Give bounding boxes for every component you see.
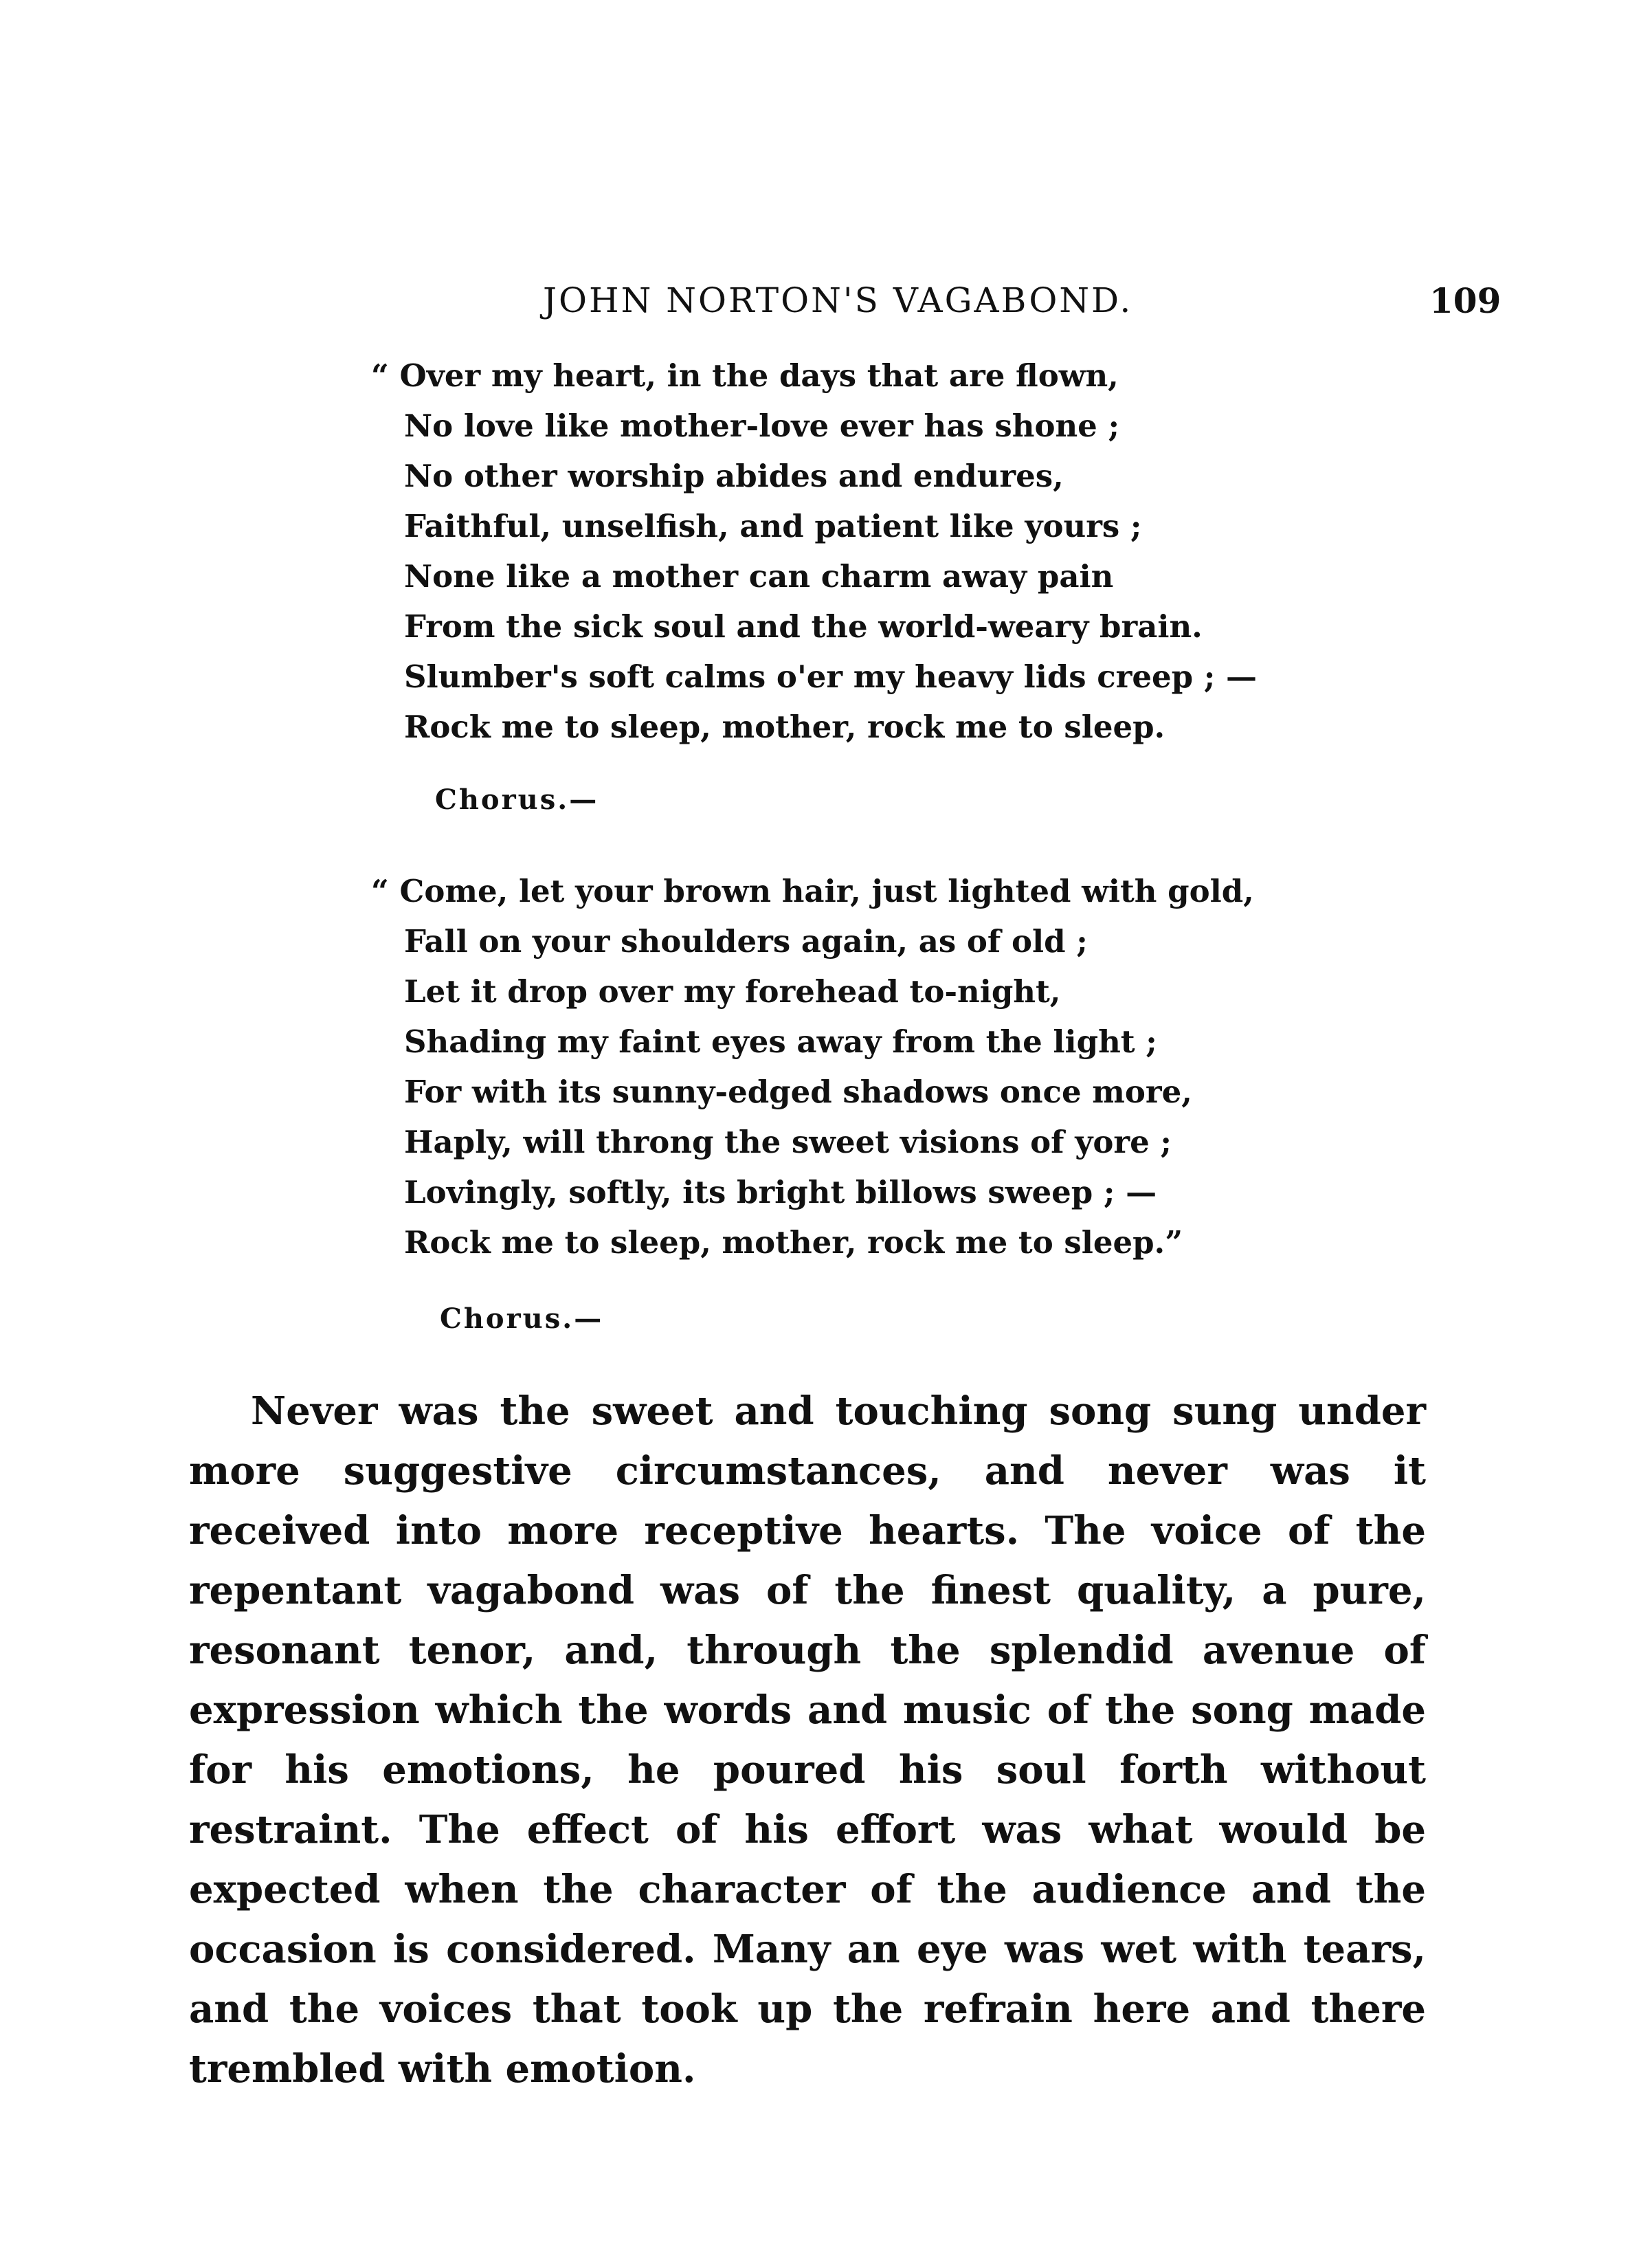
prose-paragraph: Never was the sweet and touching song sung under more suggestive circumstances, and never was it received into more receptive hearts. The voice of the repentant vagabond was of the finest quality, a pure, resonant tenor, and, through the splendid avenue of expression which the words and music of the song made for his emotions, he poured his soul forth without restraint. The effect of his effort was what would be expected when the character of the audience and the occasion is considered. Many an eye was wet with tears, and the voices that took up the refrain here and there trembled with emotion. bbox=[189, 1388, 1426, 2092]
verse-line: None like a mother can charm away pain bbox=[404, 558, 1114, 595]
verse-line: Faithful, unselfish, and patient like yours ; bbox=[404, 508, 1142, 544]
chorus-label: Chorus.— bbox=[440, 1303, 604, 1335]
verse-line: From the sick soul and the world-weary brain. bbox=[404, 608, 1203, 645]
running-title: JOHN NORTON'S VAGABOND. bbox=[543, 280, 1133, 320]
poem-stanza-1 bbox=[371, 351, 1402, 752]
chorus-label: Chorus.— bbox=[435, 784, 599, 816]
verse-line: No other worship abides and endures, bbox=[404, 458, 1064, 494]
page-number: 109 bbox=[1429, 280, 1502, 321]
verse-line: For with its sunny-edged shadows once more, bbox=[404, 1074, 1192, 1110]
verse-line: “ Come, let your brown hair, just lighted with gold, bbox=[371, 873, 1254, 909]
verse-line: “ Over my heart, in the days that are flown, bbox=[371, 357, 1119, 394]
verse-line: Fall on your shoulders again, as of old ; bbox=[404, 923, 1088, 960]
verse-line: Slumber's soft calms o'er my heavy lids creep ; — bbox=[404, 658, 1258, 695]
verse-line: No love like mother-love ever has shone ; bbox=[404, 408, 1120, 444]
verse-line: Haply, will throng the sweet visions of yore ; bbox=[404, 1124, 1172, 1160]
verse-line: Let it drop over my forehead to-night, bbox=[404, 973, 1061, 1010]
poem-stanza-2 bbox=[371, 866, 1402, 1267]
verse-line: Lovingly, softly, its bright billows sweep ; — bbox=[404, 1174, 1157, 1210]
verse-line: Rock me to sleep, mother, rock me to sleep. bbox=[404, 709, 1165, 745]
verse-line: Shading my faint eyes away from the light ; bbox=[404, 1023, 1157, 1060]
verse-line: Rock me to sleep, mother, rock me to sleep.” bbox=[404, 1224, 1183, 1261]
